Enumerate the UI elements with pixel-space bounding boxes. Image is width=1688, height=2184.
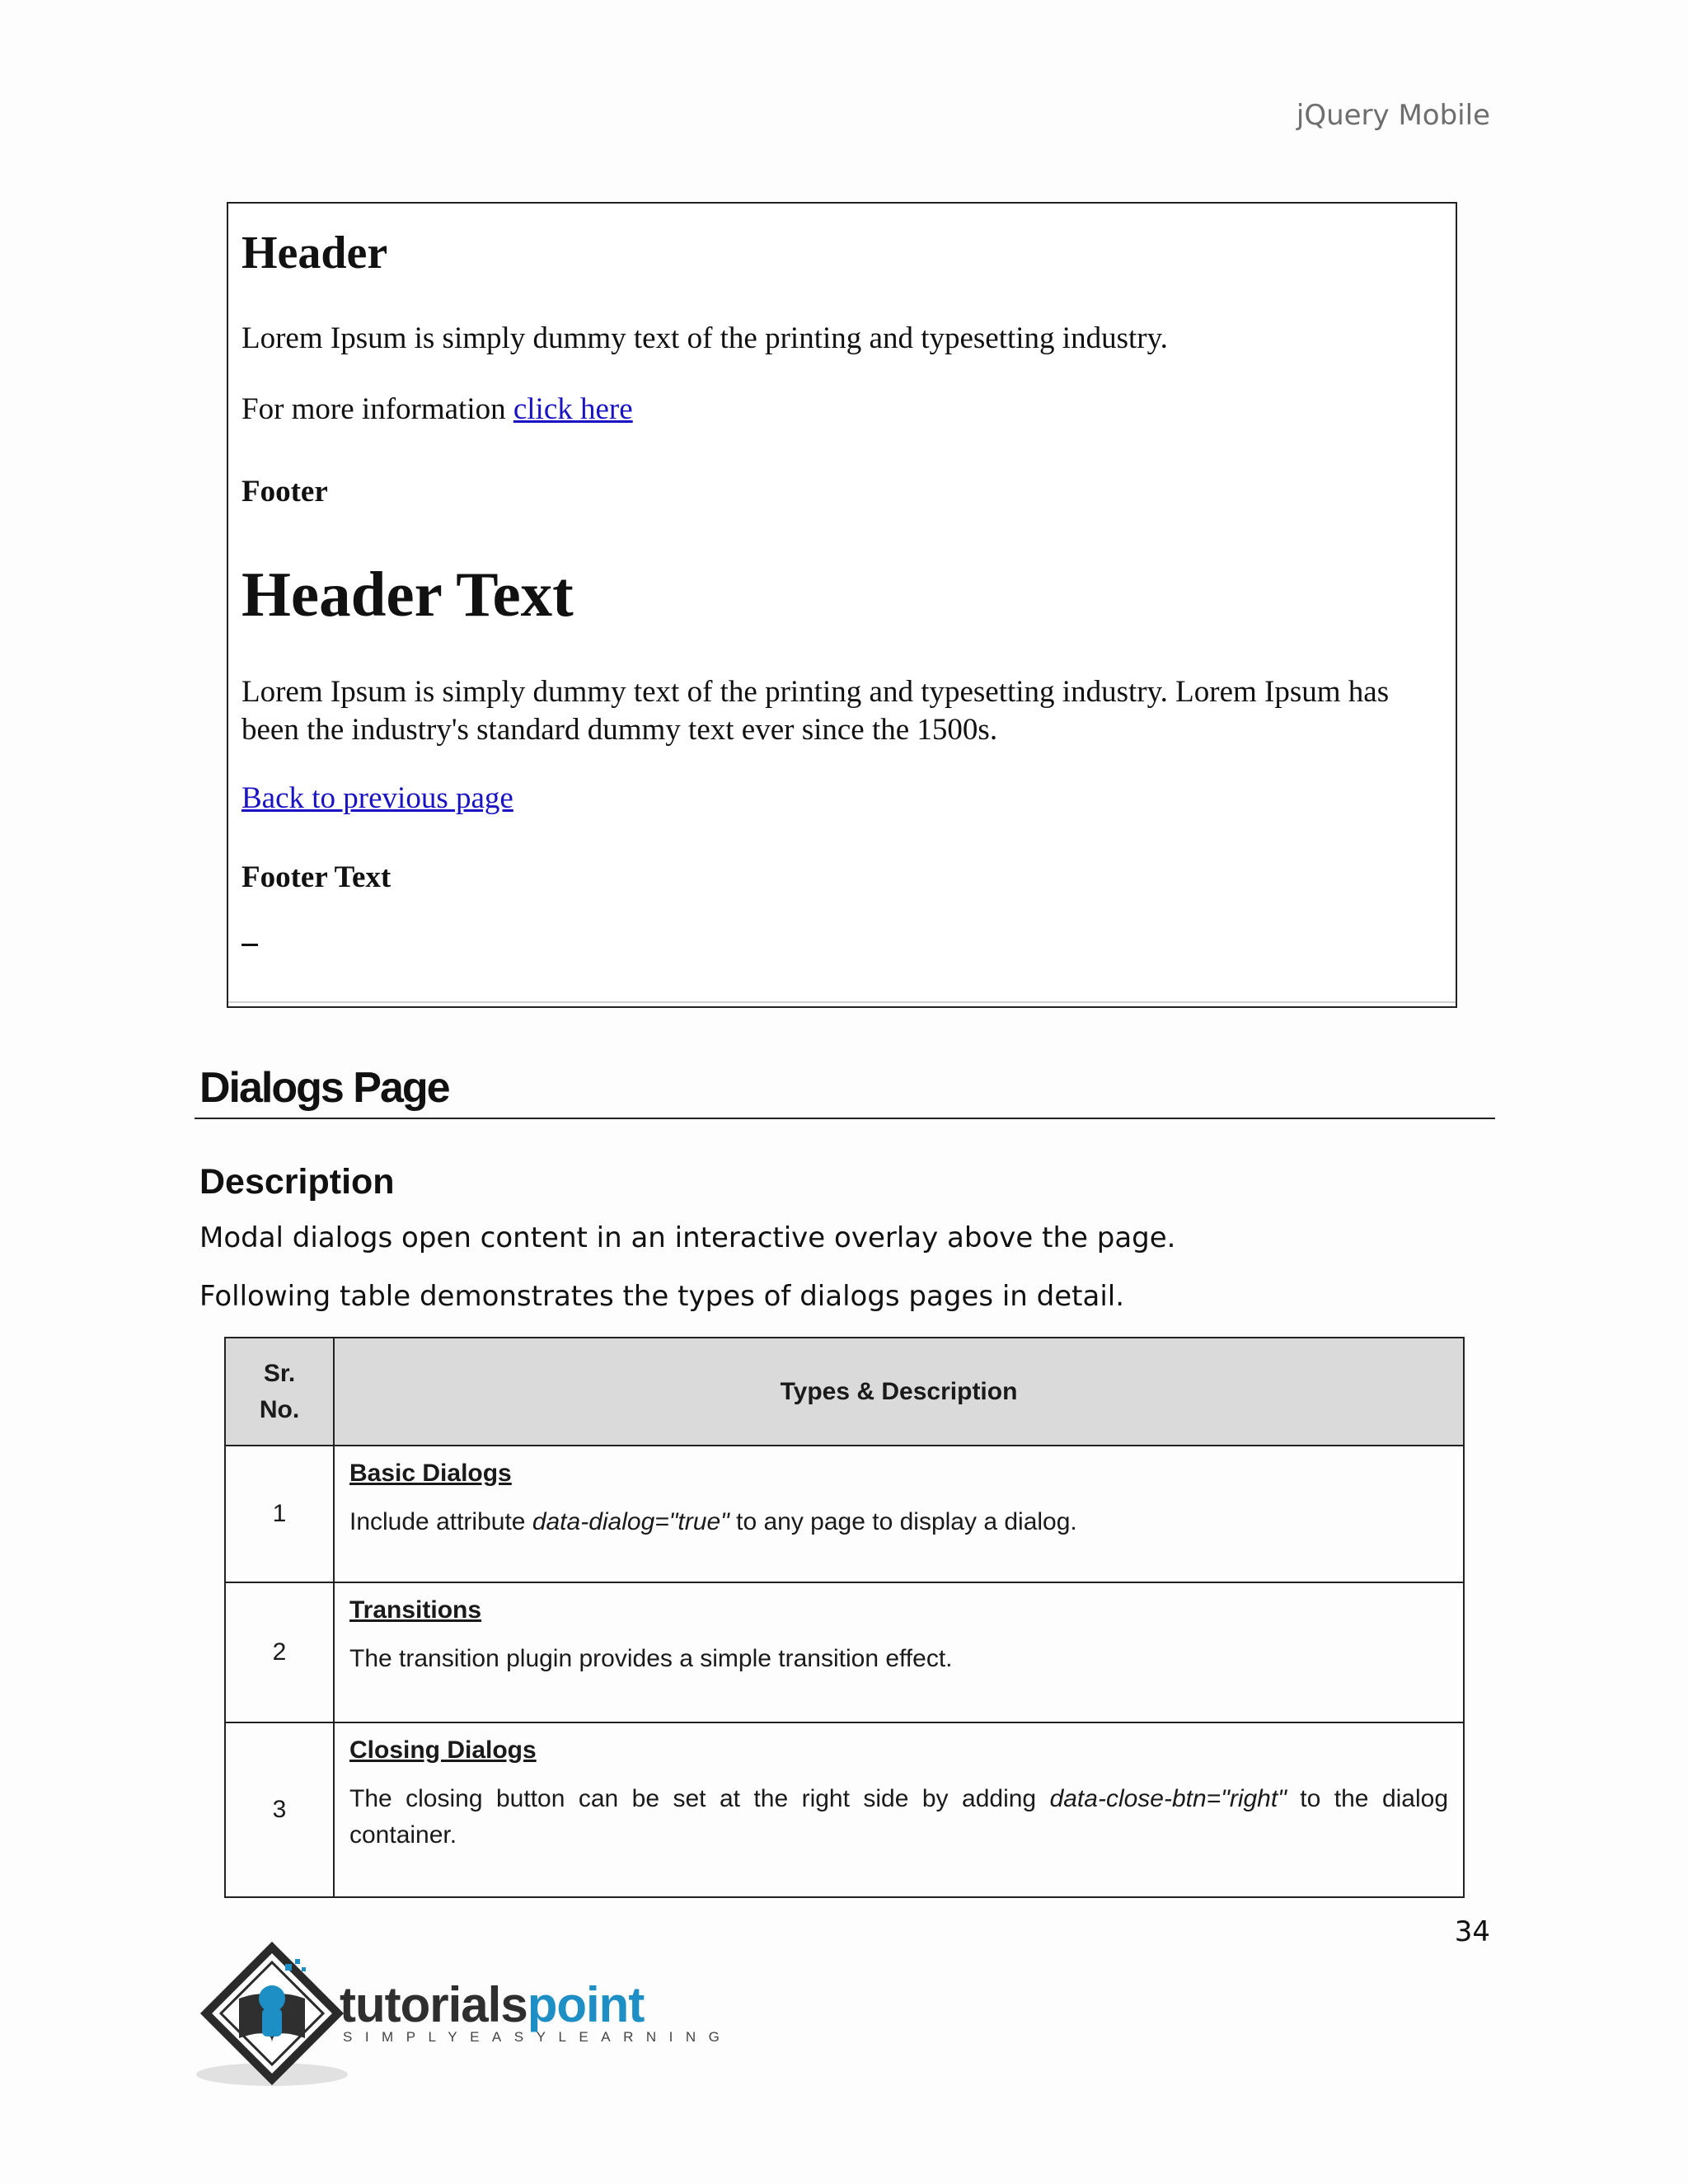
- screenshot-bottom-rule: [228, 1001, 1456, 1003]
- text-segment: The closing button can be set at the right side by adding: [349, 1785, 1050, 1812]
- back-link-line: [241, 780, 513, 816]
- click-here-link[interactable]: click here: [513, 392, 633, 426]
- logo-tagline: SIMPLYEASYLEARNING: [343, 2029, 733, 2045]
- running-header: jQuery Mobile: [1296, 99, 1490, 132]
- row-number: 2: [225, 1582, 334, 1722]
- col-header-sr-line1: Sr.: [263, 1359, 296, 1387]
- page-number: 34: [1454, 1915, 1490, 1948]
- back-to-previous-link[interactable]: Back to previous page: [241, 781, 513, 815]
- example-screenshot: [227, 202, 1457, 1008]
- screenshot-footer: Footer: [241, 475, 328, 509]
- text-segment: Include attribute: [349, 1508, 532, 1535]
- info-prefix: For more information: [241, 392, 513, 426]
- type-title-closing-dialogs: Closing Dialogs: [349, 1736, 537, 1764]
- table-header-row: [225, 1338, 1464, 1446]
- table-row: [225, 1722, 1464, 1897]
- col-header-sr-line2: No.: [259, 1395, 300, 1423]
- row-description: [334, 1446, 1464, 1582]
- type-text: [349, 1504, 1448, 1540]
- screenshot-paragraph: Lorem Ipsum is simply dummy text of the printing and typesetting industry.: [241, 321, 1168, 355]
- row-description: [334, 1722, 1464, 1897]
- screenshot-header: Header: [241, 227, 388, 279]
- screenshot-info-line: [241, 391, 633, 427]
- type-title-transitions: Transitions: [349, 1596, 482, 1624]
- col-header-types: Types & Description: [334, 1338, 1464, 1446]
- row-number: 3: [225, 1722, 334, 1897]
- type-text: [349, 1781, 1448, 1854]
- logo-wordmark: [340, 1976, 644, 2033]
- description-heading: Description: [199, 1162, 395, 1202]
- col-header-sr-no: [225, 1338, 334, 1446]
- code-attribute: data-dialog="true": [532, 1508, 729, 1535]
- code-attribute: data-close-btn="right": [1049, 1785, 1287, 1812]
- text-segment: to the dialog container.: [349, 1785, 1449, 1849]
- row-description: [334, 1582, 1464, 1722]
- screenshot-header-text: Header Text: [241, 559, 574, 630]
- logo-word-part2: point: [527, 1977, 645, 2032]
- type-text: The transition plugin provides a simple transition effect.: [349, 1645, 953, 1672]
- table-intro-text: Following table demonstrates the types of dialogs pages in detail.: [199, 1280, 1125, 1313]
- table-row: [225, 1582, 1464, 1722]
- section-divider: [195, 1118, 1495, 1119]
- type-title-basic-dialogs: Basic Dialogs: [349, 1460, 512, 1487]
- cursor-dash: [241, 944, 258, 946]
- screenshot-paragraph-2: Lorem Ipsum is simply dummy text of the printing and typesetting industry. Lorem Ipsum has been the industry's standard dummy text ever since the 1500s.: [241, 675, 1390, 747]
- screenshot-footer-text: Footer Text: [241, 860, 392, 894]
- logo-word-part1: tutorials: [340, 1977, 528, 2032]
- row-number: 1: [225, 1446, 334, 1582]
- section-title: Dialogs Page: [199, 1064, 449, 1112]
- dialog-types-table: [224, 1337, 1465, 1898]
- table-row: [225, 1446, 1464, 1582]
- text-segment: to any page to display a dialog.: [729, 1508, 1077, 1535]
- description-text: Modal dialogs open content in an interactive overlay above the page.: [199, 1221, 1176, 1254]
